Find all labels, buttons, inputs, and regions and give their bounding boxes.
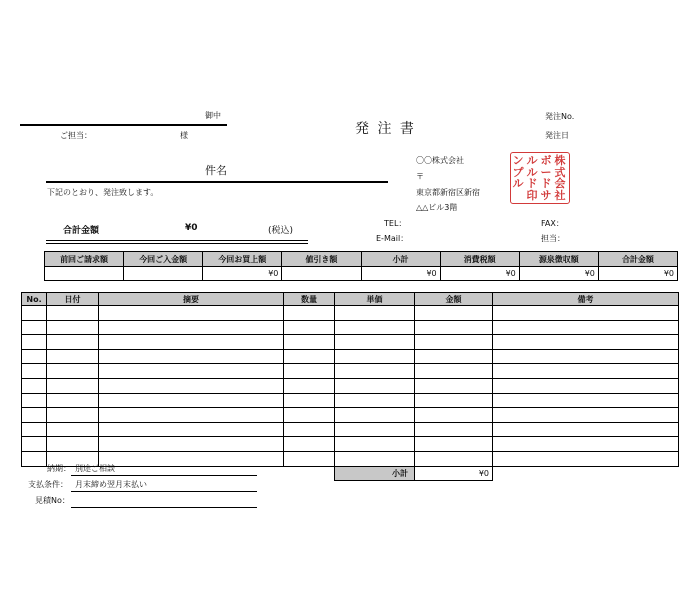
table-cell bbox=[335, 408, 415, 423]
contact-label: ご担当： bbox=[60, 131, 92, 140]
email-label: E-Mail： bbox=[376, 234, 409, 243]
table-cell bbox=[284, 451, 335, 466]
table-cell bbox=[493, 393, 679, 408]
table-cell bbox=[99, 349, 284, 364]
person-label: 担当： bbox=[541, 234, 565, 243]
table-cell bbox=[335, 451, 415, 466]
summary-value bbox=[282, 267, 361, 281]
table-cell bbox=[47, 349, 99, 364]
table-cell bbox=[335, 364, 415, 379]
summary-header: 前回ご請求額 bbox=[45, 252, 124, 267]
table-cell bbox=[493, 335, 679, 350]
table-row bbox=[22, 364, 679, 379]
payment-value: 月末締め翌月末払い bbox=[75, 480, 147, 489]
table-cell bbox=[493, 306, 679, 321]
items-header: 単価 bbox=[335, 293, 415, 306]
total-label: 合計金額 bbox=[63, 226, 100, 236]
delivery-value: 別途ご相談 bbox=[75, 464, 115, 473]
table-cell bbox=[284, 437, 335, 452]
table-cell bbox=[284, 364, 335, 379]
items-header: 数量 bbox=[284, 293, 335, 306]
summary-header: 源泉徴収額 bbox=[519, 252, 598, 267]
summary-value: ¥0 bbox=[440, 267, 519, 281]
table-cell bbox=[284, 349, 335, 364]
table-cell bbox=[493, 437, 679, 452]
table-row bbox=[22, 437, 679, 452]
table-cell bbox=[335, 320, 415, 335]
table-row bbox=[22, 393, 679, 408]
table-row bbox=[22, 422, 679, 437]
total-underline-2 bbox=[46, 243, 308, 244]
table-row bbox=[22, 451, 679, 466]
table-cell bbox=[99, 422, 284, 437]
table-cell bbox=[415, 437, 493, 452]
table-cell bbox=[493, 408, 679, 423]
delivery-underline bbox=[71, 475, 257, 476]
table-row bbox=[22, 349, 679, 364]
table-cell bbox=[335, 306, 415, 321]
table-cell bbox=[415, 306, 493, 321]
table-cell bbox=[493, 451, 679, 466]
items-header: No. bbox=[22, 293, 47, 306]
items-header: 金額 bbox=[415, 293, 493, 306]
table-cell bbox=[47, 306, 99, 321]
table-cell bbox=[47, 335, 99, 350]
table-cell bbox=[99, 320, 284, 335]
company-address1: 東京都新宿区新宿 bbox=[416, 188, 480, 197]
table-cell bbox=[22, 408, 47, 423]
document-title: 発 注 書 bbox=[355, 121, 416, 137]
table-cell bbox=[415, 349, 493, 364]
table-cell bbox=[22, 422, 47, 437]
table-cell bbox=[47, 364, 99, 379]
estimate-underline bbox=[71, 507, 257, 508]
table-cell bbox=[493, 364, 679, 379]
summary-header: 合計金額 bbox=[598, 252, 677, 267]
table-cell bbox=[99, 451, 284, 466]
table-cell bbox=[22, 393, 47, 408]
subtotal-label: 小計 bbox=[335, 466, 415, 481]
items-table bbox=[21, 292, 679, 481]
table-cell bbox=[99, 408, 284, 423]
summary-header: 今回お買上額 bbox=[203, 252, 282, 267]
summary-table bbox=[44, 251, 678, 281]
table-cell bbox=[415, 393, 493, 408]
table-cell bbox=[493, 422, 679, 437]
table-cell bbox=[415, 335, 493, 350]
intro-text: 下記のとおり、発注致します。 bbox=[47, 188, 159, 197]
company-seal-stamp: 株 式 会 社 ボ ー ド サ ル ル ド 印 ン プ ル bbox=[510, 152, 570, 204]
table-cell bbox=[47, 408, 99, 423]
table-cell bbox=[99, 393, 284, 408]
table-cell bbox=[335, 349, 415, 364]
table-cell bbox=[99, 437, 284, 452]
table-row bbox=[22, 306, 679, 321]
summary-value bbox=[45, 267, 124, 281]
table-cell bbox=[47, 422, 99, 437]
fax-label: FAX： bbox=[541, 219, 564, 228]
table-cell bbox=[284, 335, 335, 350]
table-cell bbox=[415, 364, 493, 379]
table-cell bbox=[284, 306, 335, 321]
table-row bbox=[22, 335, 679, 350]
table-cell bbox=[22, 451, 47, 466]
table-cell bbox=[415, 320, 493, 335]
total-underline-1 bbox=[46, 240, 308, 241]
table-cell bbox=[22, 349, 47, 364]
table-cell bbox=[493, 320, 679, 335]
contact-suffix: 様 bbox=[180, 131, 188, 140]
tel-label: TEL： bbox=[384, 219, 407, 228]
subtotal-value: ¥0 bbox=[415, 466, 493, 481]
table-cell bbox=[99, 378, 284, 393]
table-cell bbox=[22, 306, 47, 321]
items-header: 日付 bbox=[47, 293, 99, 306]
summary-header: 小計 bbox=[361, 252, 440, 267]
table-cell bbox=[335, 422, 415, 437]
table-cell bbox=[47, 320, 99, 335]
table-row bbox=[22, 378, 679, 393]
company-name: 〇〇株式会社 bbox=[416, 156, 464, 165]
order-date-label: 発注日 bbox=[545, 131, 569, 140]
table-cell bbox=[99, 306, 284, 321]
items-header: 備考 bbox=[493, 293, 679, 306]
table-cell bbox=[493, 378, 679, 393]
table-cell bbox=[284, 408, 335, 423]
summary-value: ¥0 bbox=[361, 267, 440, 281]
table-cell bbox=[415, 422, 493, 437]
summary-header: 今回ご入金額 bbox=[124, 252, 203, 267]
table-row bbox=[22, 320, 679, 335]
company-address2: △△ビル3階 bbox=[416, 203, 458, 212]
table-cell bbox=[22, 335, 47, 350]
table-cell bbox=[22, 378, 47, 393]
table-cell bbox=[415, 451, 493, 466]
order-no-label: 発注No. bbox=[545, 112, 575, 121]
table-cell bbox=[335, 437, 415, 452]
subject-underline bbox=[46, 181, 388, 183]
table-cell bbox=[493, 349, 679, 364]
table-cell bbox=[284, 422, 335, 437]
items-header: 摘要 bbox=[99, 293, 284, 306]
payment-underline bbox=[71, 491, 257, 492]
table-cell bbox=[335, 378, 415, 393]
subject-label: 件名 bbox=[205, 164, 227, 177]
delivery-label: 納期： bbox=[47, 464, 71, 473]
table-cell bbox=[22, 364, 47, 379]
table-cell bbox=[47, 437, 99, 452]
summary-value: ¥0 bbox=[519, 267, 598, 281]
table-cell bbox=[47, 393, 99, 408]
table-cell bbox=[335, 335, 415, 350]
summary-value: ¥0 bbox=[203, 267, 282, 281]
table-row bbox=[22, 408, 679, 423]
tax-note: (税込) bbox=[268, 226, 294, 236]
estimate-label: 見積No： bbox=[35, 496, 70, 505]
table-cell bbox=[47, 378, 99, 393]
summary-value: ¥0 bbox=[598, 267, 677, 281]
table-cell bbox=[99, 335, 284, 350]
recipient-suffix: 御中 bbox=[205, 111, 221, 120]
table-cell bbox=[335, 393, 415, 408]
table-cell bbox=[415, 408, 493, 423]
table-cell bbox=[99, 364, 284, 379]
summary-header: 消費税額 bbox=[440, 252, 519, 267]
table-cell bbox=[415, 378, 493, 393]
summary-header: 値引き額 bbox=[282, 252, 361, 267]
table-cell bbox=[22, 437, 47, 452]
summary-value bbox=[124, 267, 203, 281]
table-cell bbox=[284, 320, 335, 335]
table-cell bbox=[284, 393, 335, 408]
table-cell bbox=[22, 320, 47, 335]
postal-mark: 〒 bbox=[416, 172, 424, 181]
table-cell bbox=[284, 378, 335, 393]
total-value: ¥0 bbox=[185, 223, 198, 233]
recipient-underline bbox=[20, 124, 227, 126]
payment-label: 支払条件： bbox=[28, 480, 68, 489]
